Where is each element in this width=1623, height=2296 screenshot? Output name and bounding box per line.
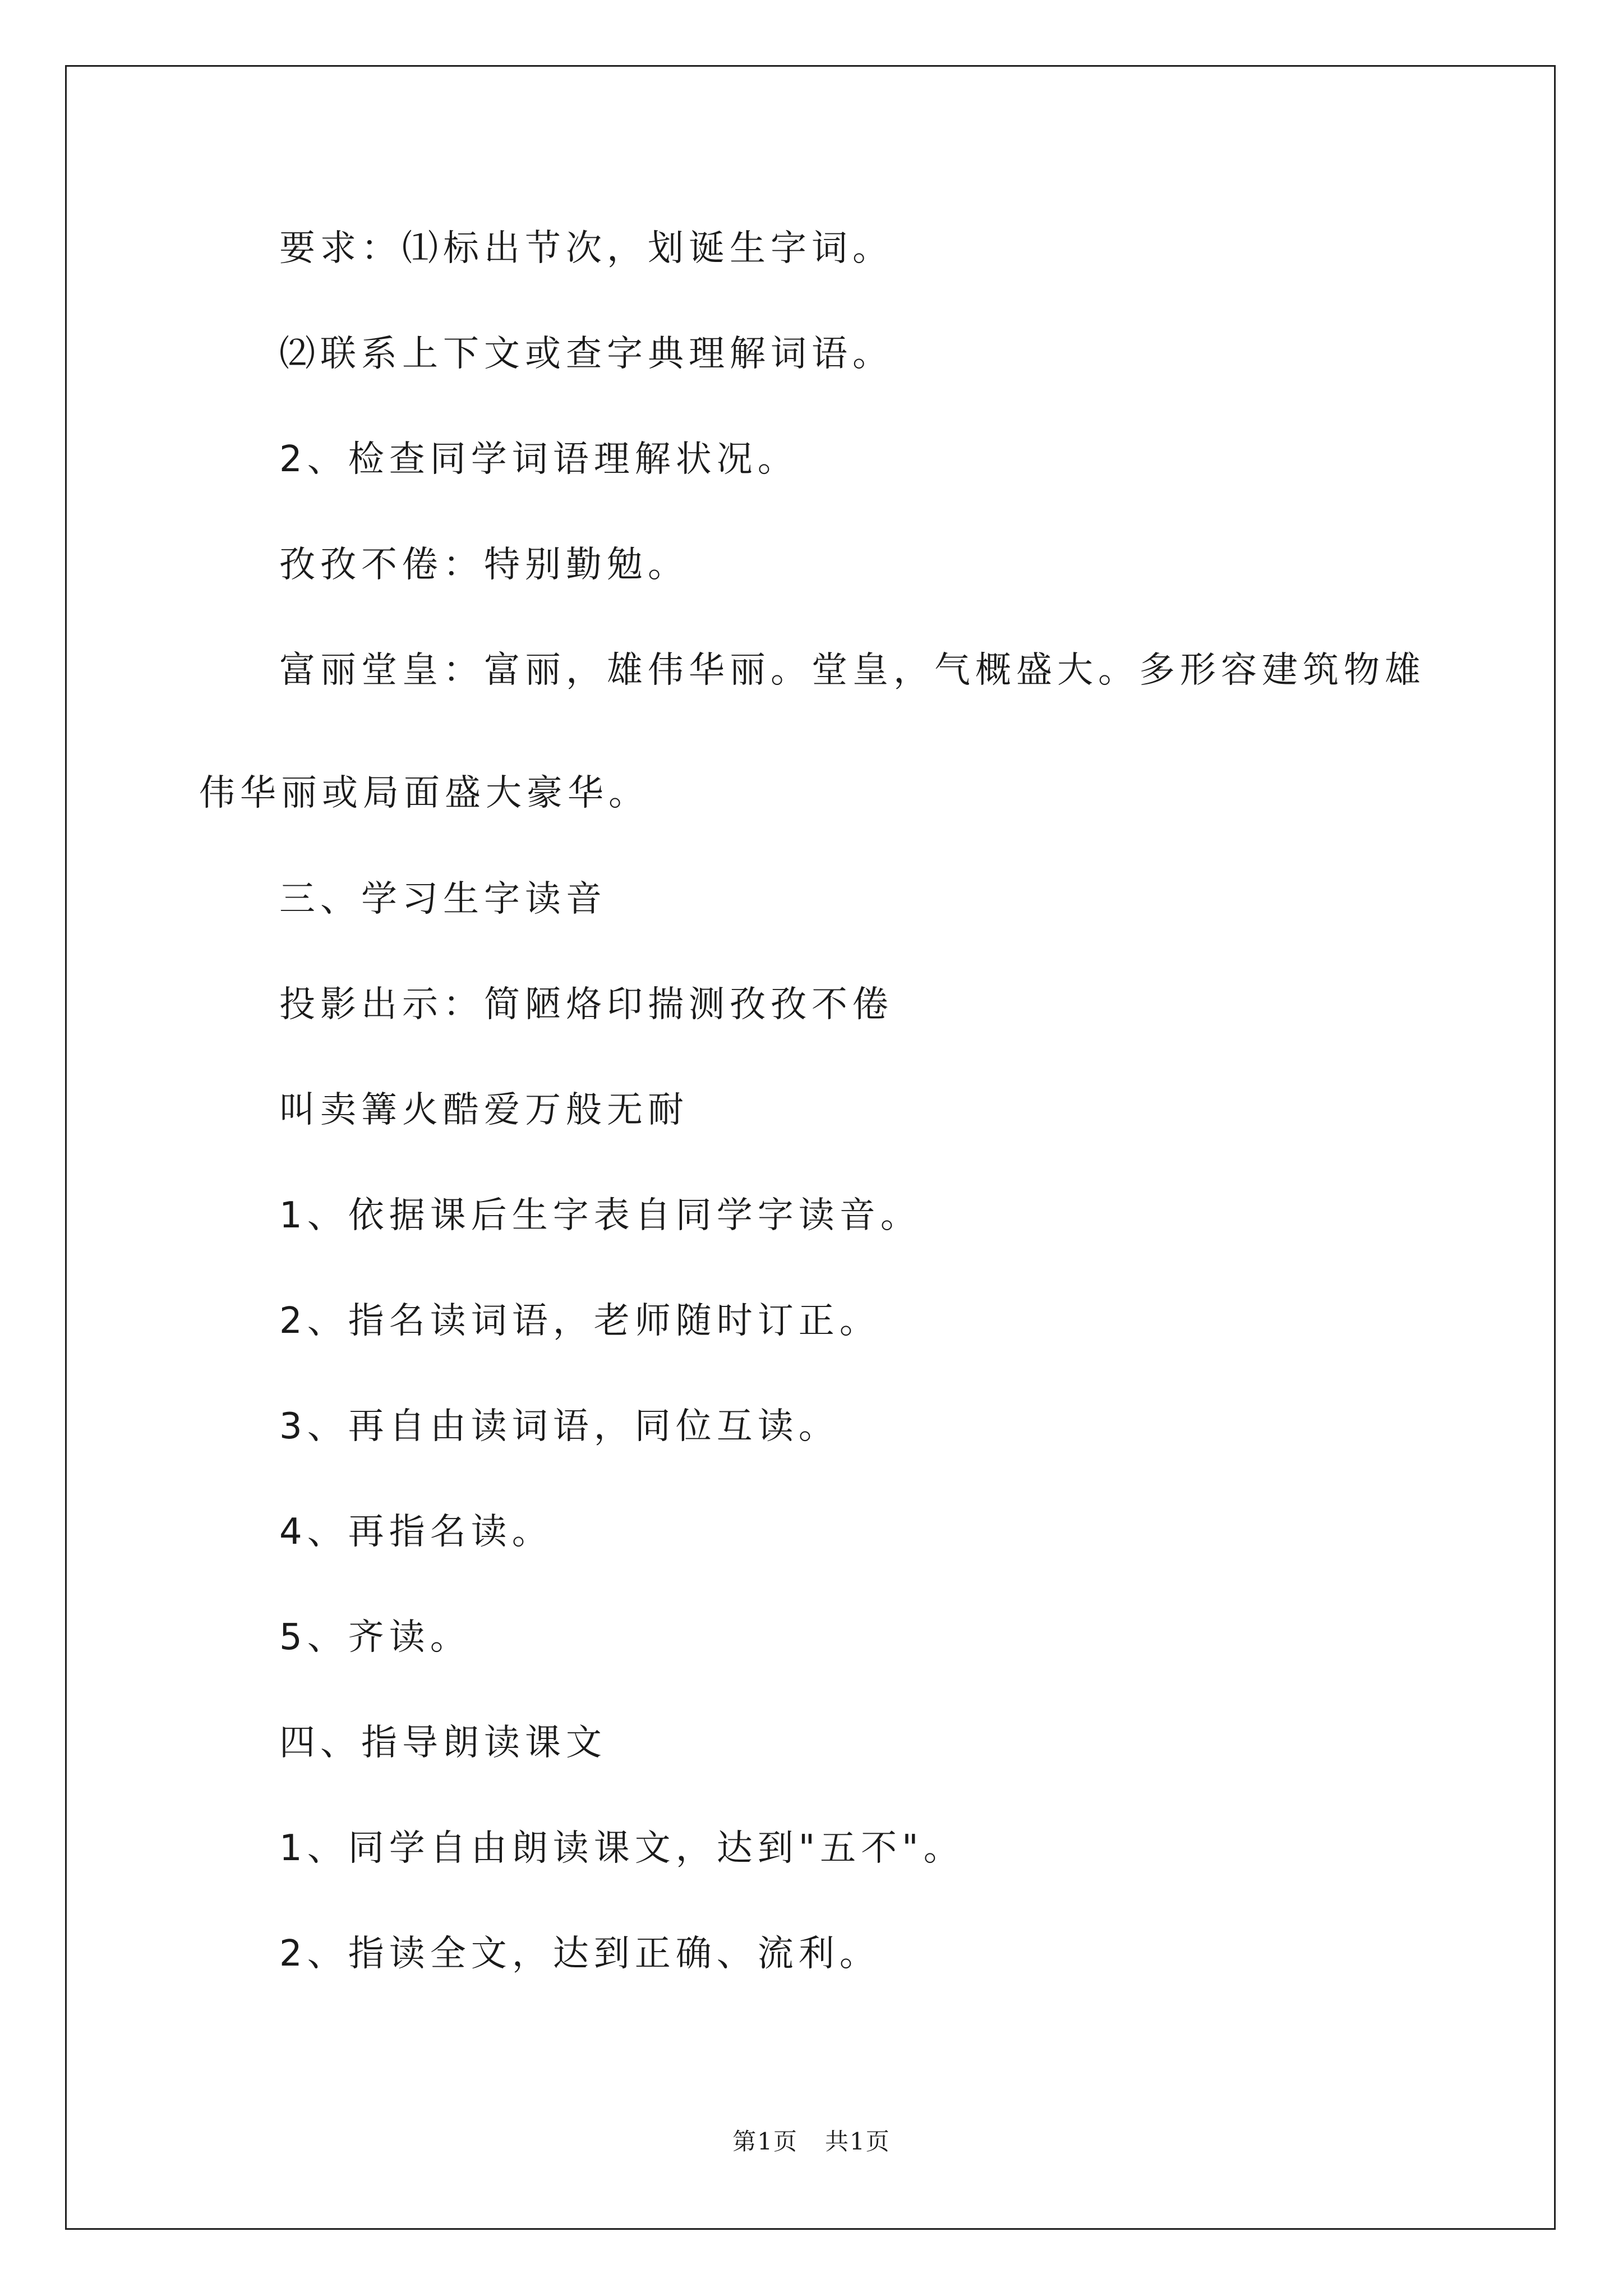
paragraph: ⑵联系上下文或查字典理解词语。: [279, 333, 893, 375]
paragraph: 2、指读全文，达到正确、流利。: [279, 1933, 880, 1975]
page-number: 第1页: [732, 2128, 798, 2155]
paragraph: 孜孜不倦：特别勤勉。: [279, 544, 689, 586]
paragraph: 要求：⑴标出节次，划诞生字词。: [279, 228, 893, 269]
paragraph: 2、指名读词语，老师随时订正。: [279, 1300, 880, 1342]
paragraph: 投影出示：简陋烙印揣测孜孜不倦: [279, 984, 893, 1025]
paragraph: 1、依据课后生字表自同学字读音。: [279, 1195, 921, 1236]
page-footer: [0, 2123, 1623, 2157]
paragraph: 3、再自由读词语，同位互读。: [279, 1406, 840, 1447]
paragraph: 4、再指名读。: [279, 1511, 553, 1553]
paragraph: 富丽堂皇：富丽，雄伟华丽。堂皇，气概盛大。多形容建筑物雄伟华丽或局面盛大豪华。: [199, 650, 1426, 814]
page-total: 共1页: [825, 2128, 891, 2155]
document-body: [199, 222, 1450, 2032]
paragraph: 叫卖篝火酷爱万般无耐: [279, 1089, 689, 1131]
section-heading: 四、指导朗读课文: [279, 1722, 607, 1764]
paragraph: 2、检查同学词语理解状况。: [279, 439, 799, 480]
paragraph: 5、齐读。: [279, 1617, 471, 1658]
paragraph: 1、同学自由朗读课文，达到"五不"。: [279, 1828, 965, 1869]
section-heading: 三、学习生字读音: [279, 878, 607, 920]
